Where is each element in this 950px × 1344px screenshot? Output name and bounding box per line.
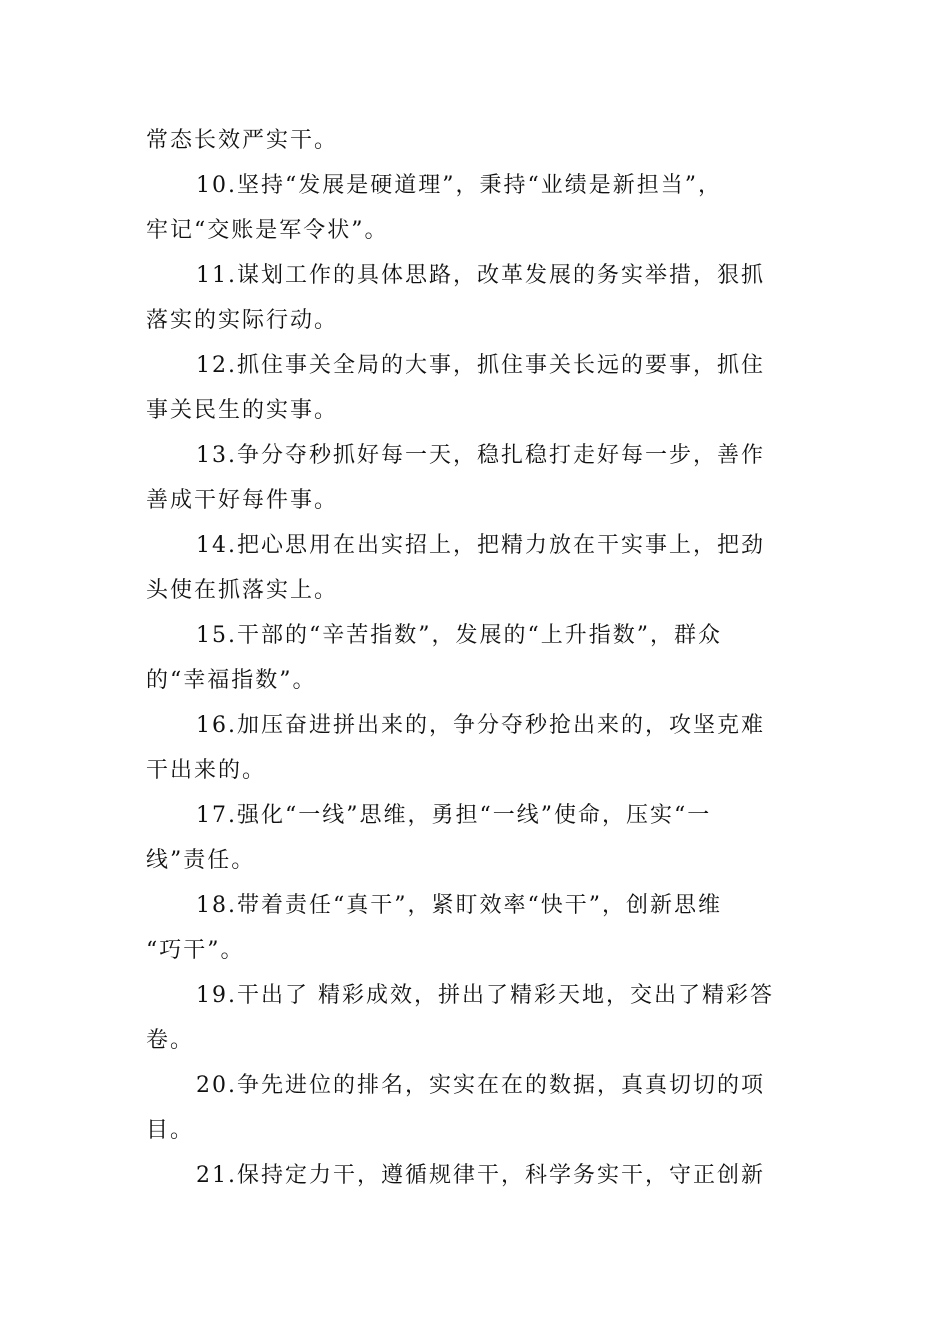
- paragraph: [146, 703, 810, 793]
- text-line: 16.加压奋进拼出来的，争分夺秒抢出来的，攻坚克难: [196, 713, 765, 738]
- text-line: 常态长效严实干。: [146, 128, 339, 153]
- paragraph: [146, 973, 810, 1063]
- text-line: 牢记“交账是军令状”。: [146, 218, 389, 243]
- text-line: 头使在抓落实上。: [146, 578, 339, 603]
- paragraph: [146, 253, 810, 343]
- text-line: 事关民生的实事。: [146, 398, 339, 423]
- text-line: 13.争分夺秒抓好每一天，稳扎稳打走好每一步，善作: [196, 443, 765, 468]
- text-line: 10.坚持“发展是硬道理”，秉持“业绩是新担当”，: [196, 173, 722, 198]
- text-line: 20.争先进位的排名，实实在在的数据，真真切切的项: [196, 1073, 765, 1098]
- text-line: 11.谋划工作的具体思路，改革发展的务实举措，狠抓: [196, 263, 765, 288]
- paragraph: [146, 118, 810, 163]
- paragraph: [146, 883, 810, 973]
- text-line: 19.干出了 精彩成效，拼出了精彩天地，交出了精彩答: [196, 983, 774, 1008]
- paragraph: [146, 793, 810, 883]
- text-line: 目。: [146, 1118, 195, 1143]
- paragraph: [146, 523, 810, 613]
- paragraph: [146, 343, 810, 433]
- paragraph: [146, 163, 810, 253]
- document-body: [146, 118, 810, 1198]
- text-line: 17.强化“一线”思维，勇担“一线”使命，压实“一: [196, 803, 712, 828]
- paragraph: [146, 433, 810, 523]
- text-line: 18.带着责任“真干”，紧盯效率“快干”，创新思维: [196, 893, 722, 918]
- text-line: 21.保持定力干，遵循规律干，科学务实干，守正创新: [196, 1163, 765, 1188]
- paragraph: [146, 613, 810, 703]
- text-line: 14.把心思用在出实招上，把精力放在干实事上，把劲: [196, 533, 765, 558]
- text-line: “巧干”。: [146, 938, 245, 963]
- text-line: 12.抓住事关全局的大事，抓住事关长远的要事，抓住: [196, 353, 765, 378]
- text-line: 卷。: [146, 1028, 195, 1053]
- paragraph: [146, 1063, 810, 1153]
- paragraph: [146, 1153, 810, 1198]
- text-line: 干出来的。: [146, 758, 267, 783]
- text-line: 善成干好每件事。: [146, 488, 339, 513]
- text-line: 落实的实际行动。: [146, 308, 339, 333]
- text-line: 15.干部的“辛苦指数”，发展的“上升指数”，群众: [196, 623, 722, 648]
- text-line: 的“幸福指数”。: [146, 668, 317, 693]
- text-line: 线”责任。: [146, 848, 256, 873]
